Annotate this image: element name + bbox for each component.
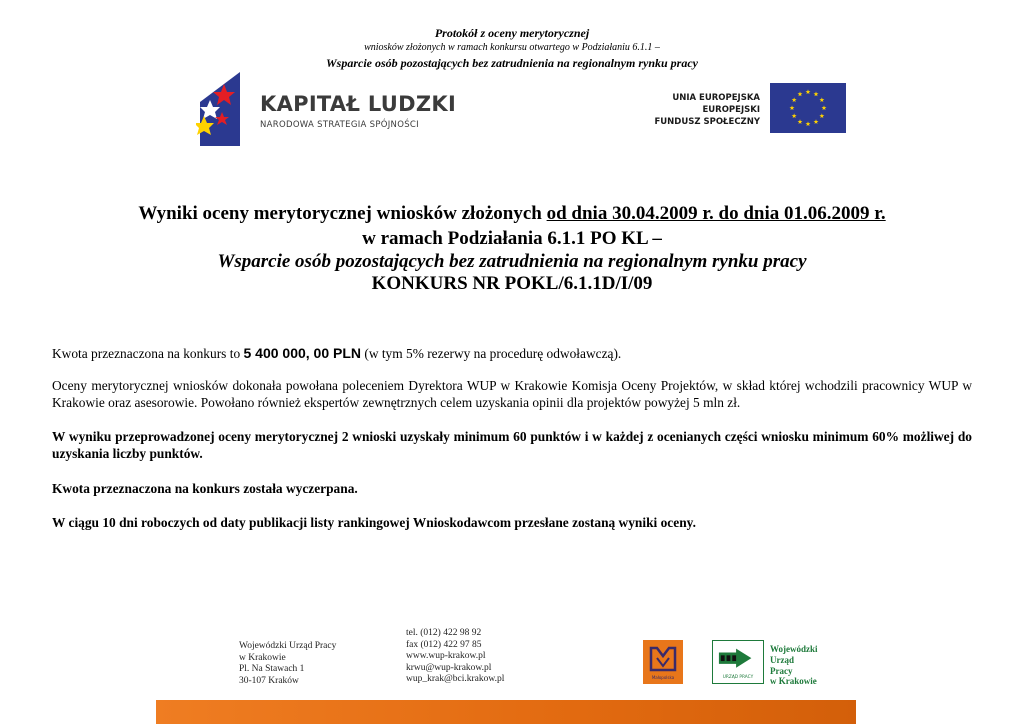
budget-suffix: (w tym 5% rezerwy na procedurę odwoławczą). [361, 346, 622, 361]
main-title-line-1 [0, 203, 1024, 225]
kapital-ludzki-title: KAPITAŁ LUDZKI [260, 92, 457, 116]
budget-paragraph [52, 345, 972, 362]
commission-paragraph: Oceny merytorycznej wniosków dokonała powołana poleceniem Dyrektora WUP w Krakowie Komisja Oceny Projektów, w skład której wchodzili pracownicy WUP w Krakowie oraz asesorowie. Powołano również ekspertów zewnętrznych celem uzyskania opinii dla projektów powyżej 5 mln zł. [52, 378, 972, 410]
malopolska-label: Małopolska [651, 675, 675, 680]
main-title-line-2: w ramach Podziałania 6.1.1 PO KL – [362, 228, 662, 249]
footer-contact: tel. (012) 422 98 92 fax (012) 422 97 85 www.wup-krakow.pl krwu@wup-krakow.pl wup_krak@bci.krakow.pl [406, 628, 505, 684]
kapital-ludzki-logo-icon [196, 70, 248, 146]
footer-orange-bar [156, 700, 856, 724]
eu-flag-icon [770, 83, 846, 133]
main-title-line-3: Wsparcie osób pozostających bez zatrudnienia na regionalnym rynku pracy [217, 251, 807, 272]
header-line-1: Protokół z oceny merytorycznej [434, 26, 590, 40]
header-line-2: wniosków złożonych w ramach konkursu otwartego w Podziałaniu 6.1.1 – [364, 42, 660, 53]
header-line-3: Wsparcie osób pozostających bez zatrudnienia na regionalnym rynku pracy [325, 56, 699, 70]
eu-logo-text [640, 92, 760, 128]
result-paragraph: W wyniku przeprowadzonej oceny merytorycznej 2 wnioski uzyskały minimum 60 punktów i w każdej z ocenianych części wniosku minimum 60% możliwej do uzyskania liczby punktów. [52, 429, 972, 461]
urzad-pracy-logo-icon [712, 640, 764, 684]
title-prefix: Wyniki oceny merytorycznej wniosków złożonych [138, 203, 547, 224]
urzad-pracy-label: URZĄD PRACY [722, 675, 754, 681]
eu-line-2: EUROPEJSKI [702, 105, 760, 115]
notification-paragraph: W ciągu 10 dni roboczych od daty publikacji listy rankingowej Wnioskodawcom przesłane zostaną wyniki oceny. [52, 515, 696, 530]
budget-exhausted-paragraph: Kwota przeznaczona na konkurs została wyczerpana. [52, 481, 358, 496]
malopolska-logo-icon [643, 640, 683, 684]
title-date-range: od dnia 30.04.2009 r. do dnia 01.06.2009 r. [546, 203, 886, 224]
eu-line-3: FUNDUSZ SPOŁECZNY [654, 117, 760, 127]
wup-logo-text: Wojewódzki Urząd Pracy w Krakowie [770, 644, 818, 687]
eu-line-1: UNIA EUROPEJSKA [672, 93, 760, 103]
budget-prefix: Kwota przeznaczona na konkurs to [52, 346, 244, 361]
kapital-ludzki-subtitle: NARODOWA STRATEGIA SPÓJNOŚCI [260, 120, 419, 130]
competition-number: KONKURS NR POKL/6.1.1D/I/09 [371, 273, 653, 294]
budget-amount: 5 400 000, 00 PLN [243, 345, 362, 361]
footer-address: Wojewódzki Urząd Pracy w Krakowie Pl. Na Stawach 1 30-107 Kraków [239, 641, 337, 686]
